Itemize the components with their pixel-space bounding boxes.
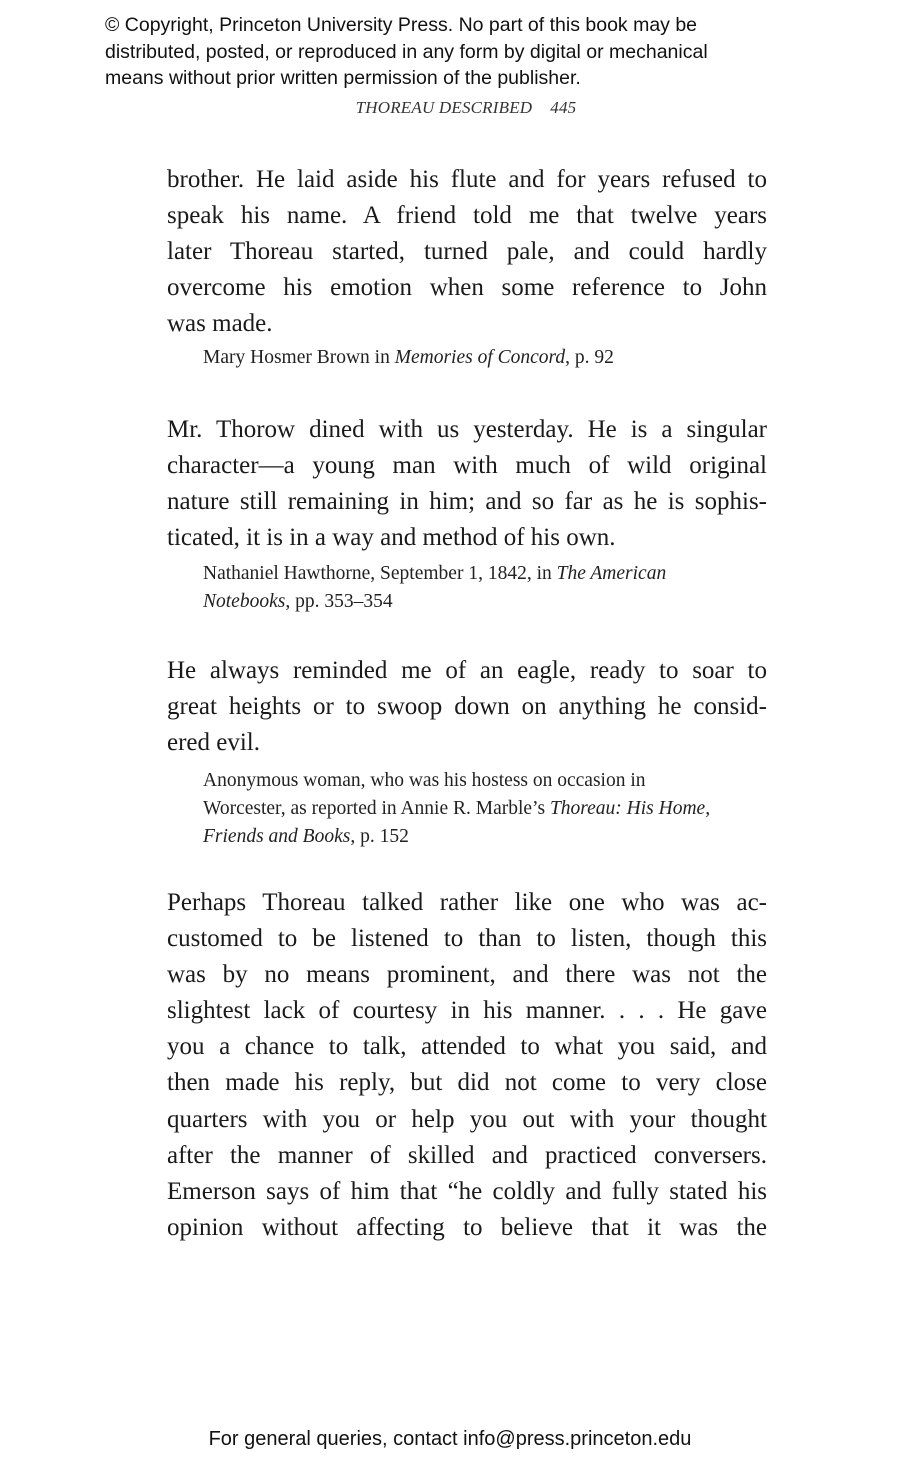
text-line: brother. He laid aside his flute and for years refused to	[167, 166, 767, 193]
passage-text	[167, 162, 767, 342]
copyright-line: distributed, posted, or reproduced in any form by digital or mechanical	[105, 40, 708, 63]
citation-text: Anonymous woman, who was his hostess on occasion in	[203, 770, 646, 792]
passage-text	[167, 653, 767, 761]
copyright-line: means without prior written permission of the publisher.	[105, 67, 581, 89]
copyright-notice	[105, 12, 825, 92]
text-line: customed to be listened to than to listen, though this	[167, 925, 767, 953]
copyright-line: © Copyright, Princeton University Press. No part of this book may be	[105, 14, 698, 36]
text-line: character—a young man with much of wild original	[167, 452, 767, 480]
citation-text: Worcester, as reported in Annie R. Marble’s	[203, 798, 550, 820]
citation-text: Nathaniel Hawthorne, September 1, 1842, in	[203, 563, 557, 585]
text-line: Mr. Thorow dined with us yesterday. He is a singular	[167, 416, 767, 443]
text-line: Emerson says of him that “he coldly and fully stated his	[167, 1177, 767, 1205]
text-line: great heights or to swoop down on anything he consid-	[167, 693, 767, 721]
citation	[203, 767, 767, 851]
citation-title: Friends and Books	[203, 826, 351, 848]
text-line: was made.	[167, 310, 273, 338]
citation-title: Memories of Concord	[394, 347, 566, 369]
text-line: then made his reply, but did not come to very close	[167, 1069, 767, 1097]
passage-text	[167, 412, 767, 556]
text-line: speak his name. A friend told me that twelve years	[167, 202, 767, 230]
text-line: He always reminded me of an eagle, ready to soar to	[167, 657, 767, 684]
text-line: slightest lack of courtesy in his manner. . . . He gave	[167, 997, 767, 1025]
passage-2	[167, 412, 767, 616]
citation-text: , pp. 353–354	[285, 591, 393, 613]
citation	[203, 344, 767, 372]
citation	[203, 560, 767, 616]
text-line: after the manner of skilled and practiced conversers.	[167, 1141, 767, 1169]
running-head	[0, 98, 900, 118]
passage-1	[167, 162, 767, 372]
text-line: ered evil.	[167, 729, 261, 757]
citation-title: Thoreau: His Home,	[549, 798, 711, 820]
passage-3	[167, 653, 767, 851]
citation-text: , p. 152	[350, 826, 409, 848]
citation-title: Notebooks	[203, 591, 286, 613]
text-line: Perhaps Thoreau talked rather like one who was ac-	[167, 889, 767, 916]
citation-title: The American	[556, 563, 667, 585]
text-line: quarters with you or help you out with your thought	[167, 1105, 767, 1133]
passage-text	[167, 885, 767, 1246]
footer-contact: For general queries, contact info@press.princeton.edu	[208, 1428, 692, 1450]
text-line: later Thoreau started, turned pale, and could hardly	[167, 238, 767, 266]
text-line: opinion without affecting to believe that it was the	[167, 1213, 767, 1241]
citation-text: , p. 92	[565, 347, 614, 369]
text-line: ticated, it is in a way and method of his own.	[167, 524, 616, 552]
running-head-title: THOREAU DESCRIBED	[355, 98, 533, 117]
text-line: was by no means prominent, and there was not the	[167, 961, 767, 989]
passage-4	[167, 885, 767, 1246]
text-line: nature still remaining in him; and so far as he is sophis-	[167, 488, 767, 516]
page-number: 445	[550, 98, 577, 117]
text-line: you a chance to talk, attended to what you said, and	[167, 1033, 767, 1061]
text-line: overcome his emotion when some reference to John	[167, 274, 767, 302]
citation-text: Mary Hosmer Brown in	[203, 347, 395, 369]
